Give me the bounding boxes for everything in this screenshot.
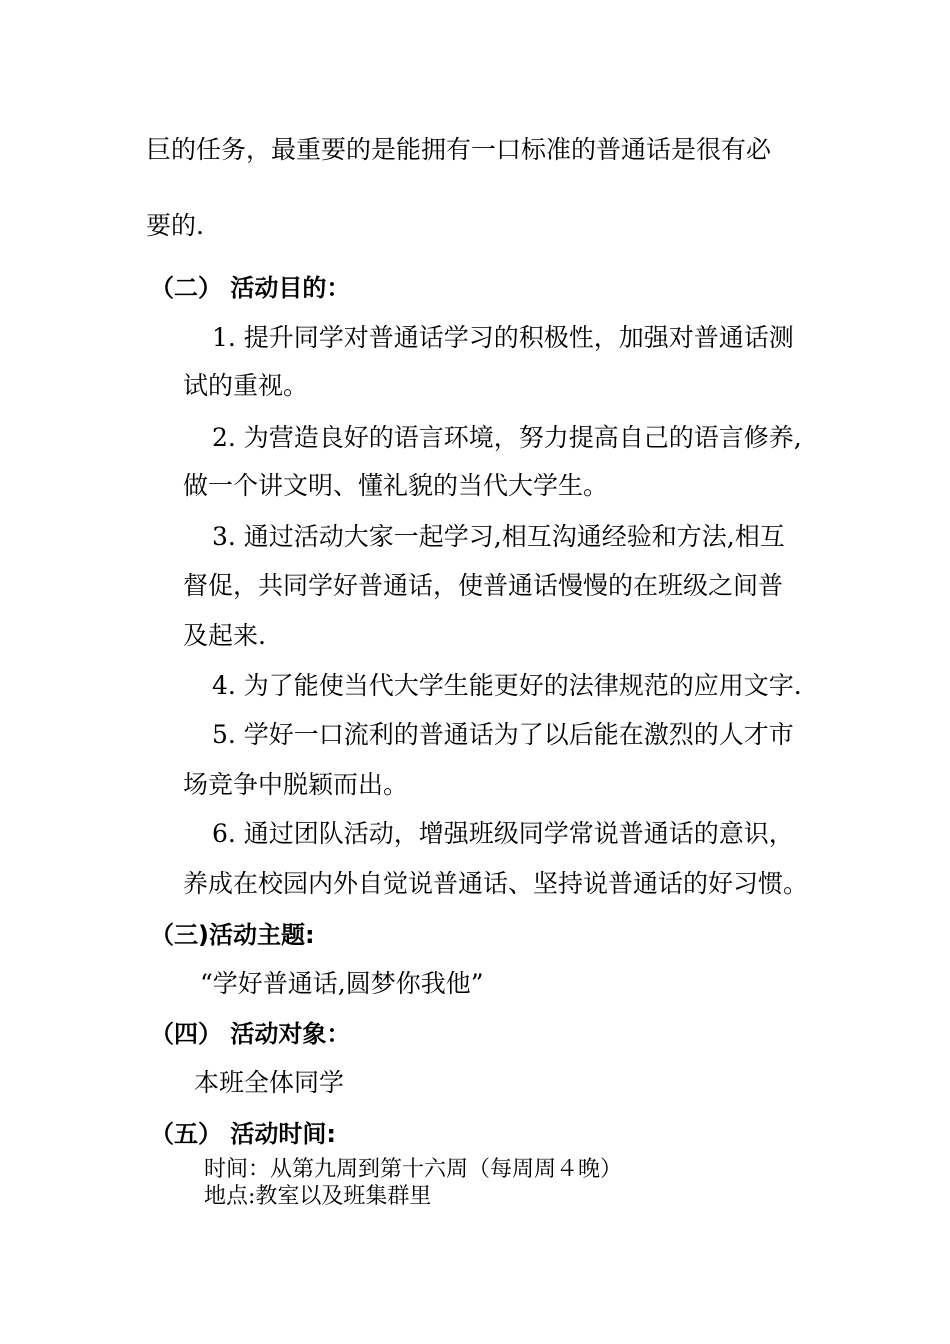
section-5-heading: （五） 活动时间: bbox=[150, 1120, 336, 1148]
purpose-3-line-3: 及起来. bbox=[183, 621, 266, 650]
purpose-2-line-2: 做一个讲文明、懂礼貌的当代大学生。 bbox=[183, 471, 609, 500]
section-2-heading: （二） 活动目的： bbox=[150, 274, 351, 302]
purpose-4-line-1: 4. 为了能使当代大学生能更好的法律规范的应用文字. bbox=[212, 671, 802, 700]
intro-line-2: 要的. bbox=[146, 211, 204, 240]
purpose-3-line-2: 督促，共同学好普通话，使普通话慢慢的在班级之间普 bbox=[183, 571, 784, 600]
purpose-5-line-1: 5. 学好一口流利的普通话为了以后能在激烈的人才市 bbox=[212, 720, 794, 749]
purpose-3-line-1: 3. 通过活动大家一起学习,相互沟通经验和方法,相互 bbox=[212, 522, 785, 551]
purpose-1-line-2: 试的重视。 bbox=[183, 371, 309, 400]
intro-line-1: 巨的任务，最重要的是能拥有一口标准的普通话是很有必 bbox=[146, 135, 772, 164]
purpose-6-line-1: 6. 通过团队活动，增强班级同学常说普通话的意识， bbox=[212, 819, 794, 848]
purpose-5-line-2: 场竞争中脱颖而出。 bbox=[183, 770, 409, 799]
section-3-heading: （三)活动主题: bbox=[150, 921, 315, 949]
purpose-1-line-1: 1. 提升同学对普通话学习的积极性，加强对普通话测 bbox=[212, 323, 794, 352]
section-4-heading: （四） 活动对象： bbox=[150, 1020, 351, 1048]
activity-target: 本班全体同学 bbox=[194, 1068, 345, 1097]
activity-time: 时间：从第九周到第十六周（每周周４晚） bbox=[204, 1157, 623, 1182]
purpose-2-line-1: 2. 为营造良好的语言环境，努力提高自己的语言修养, bbox=[212, 423, 802, 452]
purpose-6-line-2: 养成在校园内外自觉说普通话、坚持说普通话的好习惯。 bbox=[183, 869, 809, 898]
activity-place: 地点:教室以及班集群里 bbox=[204, 1184, 432, 1209]
activity-theme: “学好普通话,圆梦你我他” bbox=[200, 969, 484, 998]
